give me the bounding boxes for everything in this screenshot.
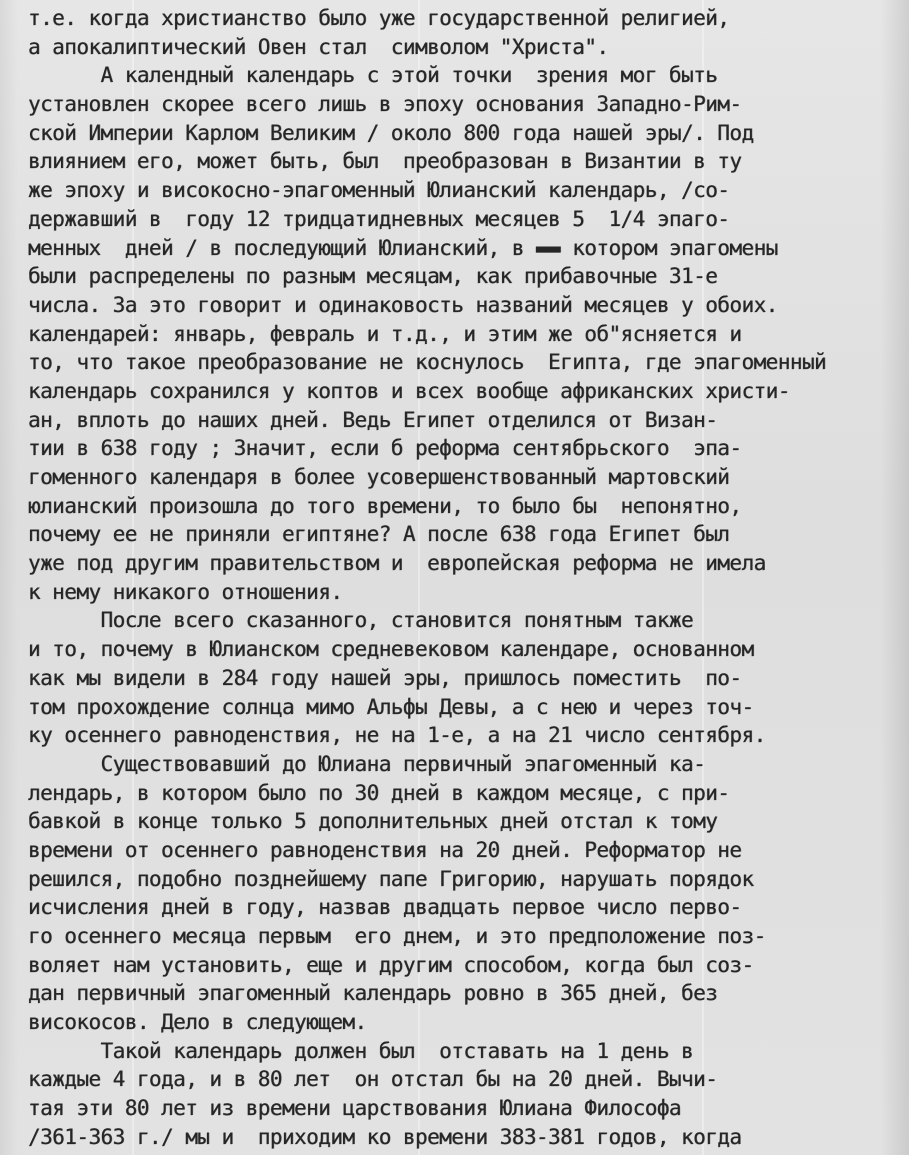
text-line: уже под другим правительством и европейская реформа не имела: [28, 551, 766, 576]
text-line: каждые 4 года, и в 80 лет он отстал бы на 20 дней. Вычи-: [28, 1067, 718, 1092]
text-line: календарь сохранился у коптов и всех вообще африканских христи-: [28, 378, 790, 403]
text-line: календарей: январь, февраль и т.д., и этим же об"ясняется и: [28, 321, 742, 346]
text-line: високосов. Дело в следующем.: [28, 1010, 367, 1035]
text-line: ку осеннего равноденствия, не на 1-е, а на 21 число сентября.: [28, 723, 766, 748]
text-line: влиянием его, может быть, был преобразован в Византии в ту: [28, 149, 742, 174]
text-line: ан, вплоть до наших дней. Ведь Египет отделился от Визан-: [28, 407, 718, 432]
text-line: юлианский произошла до того времени, то было бы непонятно,: [28, 493, 742, 518]
text-line: ской Империи Карлом Великим / около 800 года нашей эры/. Под: [28, 120, 754, 145]
text-line: тая эти 80 лет из времени царствования Юлиана Философа: [28, 1096, 682, 1121]
text-line: к нему никакого отношения.: [28, 579, 343, 604]
text-line: решился, подобно позднейшему папе Григорию, нарушать порядок: [28, 866, 754, 891]
text-line: почему ее не приняли египтяне? А после 638 года Египет был: [28, 522, 730, 547]
text-line: исчисления дней в году, назвав двадцать первое число перво-: [28, 895, 742, 920]
text-line: менных дней / в последующий Юлианский, в ▬▬ котором эпагомены: [28, 235, 778, 260]
text-line: были распределены по разным месяцам, как прибавочные 31-е: [28, 264, 718, 289]
text-line: установлен скорее всего лишь в эпоху основания Западно-Рим-: [28, 92, 742, 117]
text-line: бавкой в конце только 5 дополнительных дней отстал к тому: [28, 809, 718, 834]
text-line: т.е. когда христианство было уже государственной религией,: [28, 6, 730, 30]
text-line: Существовавший до Юлиана первичный эпагоменный ка-: [28, 751, 706, 776]
text-line: /361-363 г./ мы и приходим ко времени 383-381 годов, когда: [28, 1124, 742, 1149]
text-line: Такой календарь должен был отставать на 1 день в: [28, 1038, 694, 1063]
text-line: как мы видели в 284 году нашей эры, пришлось поместить по-: [28, 665, 742, 690]
text-line: дан первичный эпагоменный календарь ровно в 365 дней, без: [28, 981, 718, 1006]
document-text: [28, 4, 908, 1152]
text-line: же эпоху и високосно-эпагоменный Юлианский календарь, /со-: [28, 178, 730, 203]
text-line: лендарь, в котором было по 30 дней в каждом месяце, с при-: [28, 780, 730, 805]
text-line: го осеннего месяца первым его днем, и это предположение поз-: [28, 924, 766, 948]
text-line: воляет нам установить, еще и другим способом, когда был соз-: [28, 952, 754, 977]
text-line: том прохождение солнца мимо Альфы Девы, а с нею и через точ-: [28, 694, 754, 719]
text-line: тии в 638 году ; Значит, если б реформа сентябрьского эпа-: [28, 436, 742, 461]
text-line: державший в году 12 тридцатидневных месяцев 5 1/4 эпаго-: [28, 206, 730, 231]
text-line: После всего сказанного, становится понятным также: [28, 608, 694, 633]
text-line: и то, почему в Юлианском средневековом календаре, основанном: [28, 637, 754, 662]
text-line: А календный календарь с этой точки зрения мог быть: [28, 63, 718, 88]
text-line: числа. За это говорит и одинаковость названий месяцев у обоих.: [28, 292, 778, 317]
text-line: гоменного календаря в более усовершенствованный мартовский: [28, 465, 730, 489]
text-line: а апокалиптический Овен стал символом "Христа".: [28, 34, 609, 59]
text-line: то, что такое преобразование не коснулось Египта, где эпагоменный: [28, 350, 827, 375]
text-line: времени от осеннего равноденствия на 20 дней. Реформатор не: [28, 837, 742, 862]
